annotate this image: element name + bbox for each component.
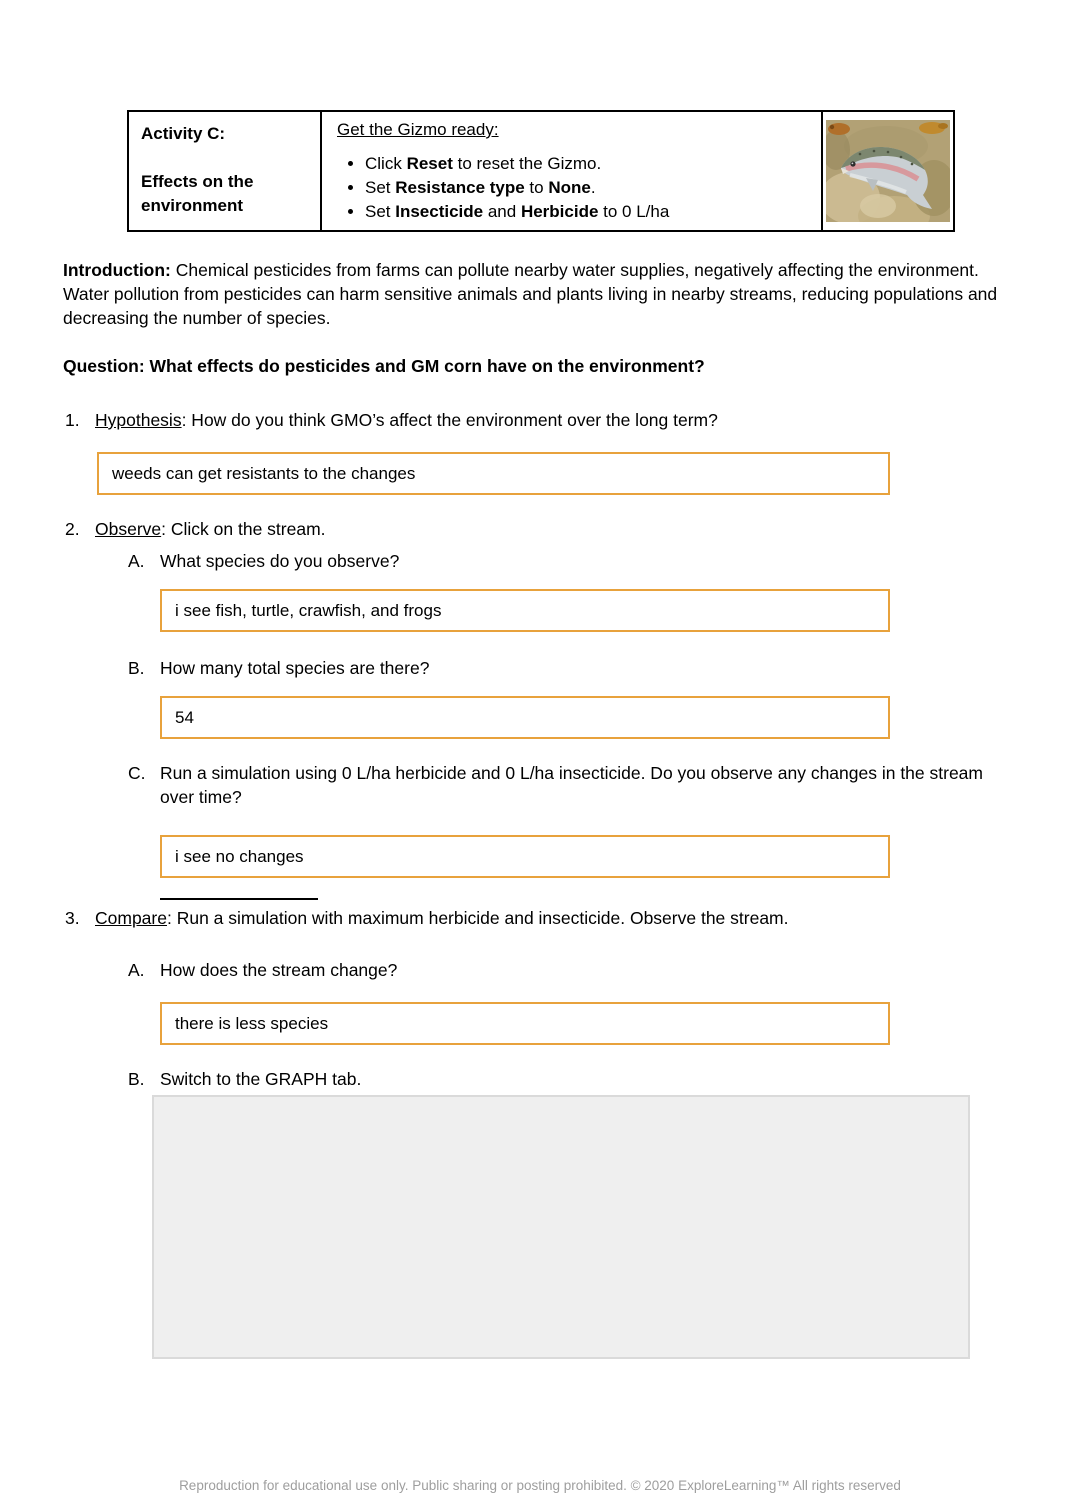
item-2-observe xyxy=(65,517,1080,541)
item-title: Compare xyxy=(95,908,167,928)
copyright-footer: Reproduction for educational use only. Public sharing or posting prohibited. © 2020 ExploreLearning™ All rights reserved xyxy=(179,1478,901,1493)
gizmo-photo-cell xyxy=(823,112,953,230)
activity-subtitle: Effects on the environment xyxy=(141,172,254,215)
sub-letter: B. xyxy=(128,658,145,678)
sub-question: How many total species are there? xyxy=(160,658,430,678)
item-2b xyxy=(128,656,1080,680)
gizmo-step: • Click Reset to reset the Gizmo. xyxy=(365,152,813,176)
introduction-label: Introduction: xyxy=(63,260,171,280)
changes-over-time-answer-box[interactable] xyxy=(160,835,890,878)
answer-text: i see fish, turtle, crawfish, and frogs xyxy=(175,600,442,620)
item-title: Hypothesis xyxy=(95,410,182,430)
sub-letter: A. xyxy=(128,960,145,980)
item-text: : Run a simulation with maximum herbicide and insecticide. Observe the stream. xyxy=(166,908,789,928)
rainbow-trout-photo xyxy=(826,120,950,222)
introduction-text: Chemical pesticides from farms can pollute nearby water supplies, negatively affecting the environment. Water pollution from pesticides can harm sensitive animals and plants living in nearby streams, reducing populations and decreasing the number of species. xyxy=(63,260,998,328)
item-number: 3. xyxy=(65,908,80,928)
sub-question: Switch to the GRAPH tab. xyxy=(160,1069,362,1089)
item-3b xyxy=(128,1067,1080,1091)
gizmo-ready-cell xyxy=(322,112,823,230)
worksheet-page xyxy=(0,110,1080,1507)
hypothesis-answer-box[interactable] xyxy=(97,452,890,495)
item-number: 2. xyxy=(65,519,80,539)
introduction-paragraph xyxy=(63,258,998,330)
species-observed-answer-box[interactable] xyxy=(160,589,890,632)
item-3-compare xyxy=(65,906,1080,930)
sub-letter: B. xyxy=(128,1069,145,1089)
sub-question: How does the stream change? xyxy=(160,960,398,980)
item-text: : Click on the stream. xyxy=(161,519,326,539)
sub-letter: A. xyxy=(128,551,145,571)
sub-question: What species do you observe? xyxy=(160,551,400,571)
item-3a xyxy=(128,958,1080,982)
answer-text: weeds can get resistants to the changes xyxy=(112,463,416,483)
blank-answer-line xyxy=(160,898,318,900)
activity-title-cell xyxy=(129,112,322,230)
total-species-answer-box[interactable] xyxy=(160,696,890,739)
answer-text: there is less species xyxy=(175,1013,329,1033)
gizmo-ready-header: Get the Gizmo ready: xyxy=(337,120,499,139)
answer-text: 54 xyxy=(175,707,194,727)
item-number: 1. xyxy=(65,410,80,430)
answer-text: i see no changes xyxy=(175,846,304,866)
graph-image-placeholder[interactable] xyxy=(152,1095,970,1359)
sub-letter: C. xyxy=(128,763,146,783)
item-2c xyxy=(128,761,1080,809)
gizmo-step: • Set Insecticide and Herbicide to 0 L/ha xyxy=(365,200,813,224)
item-title: Observe xyxy=(95,519,162,539)
gizmo-ready-steps xyxy=(365,152,813,224)
item-1-hypothesis xyxy=(65,408,1080,432)
item-2a xyxy=(128,549,1080,573)
item-text: : How do you think GMO’s affect the environment over the long term? xyxy=(181,410,718,430)
stream-change-answer-box[interactable] xyxy=(160,1002,890,1045)
activity-title: Activity C: xyxy=(141,124,226,143)
main-question: Question: What effects do pesticides and GM corn have on the environment? xyxy=(63,356,705,376)
sub-question: Run a simulation using 0 L/ha herbicide and 0 L/ha insecticide. Do you observe any changes in the stream over time? xyxy=(160,763,983,807)
gizmo-step: • Set Resistance type to None. xyxy=(365,176,813,200)
activity-header-table xyxy=(127,110,955,232)
